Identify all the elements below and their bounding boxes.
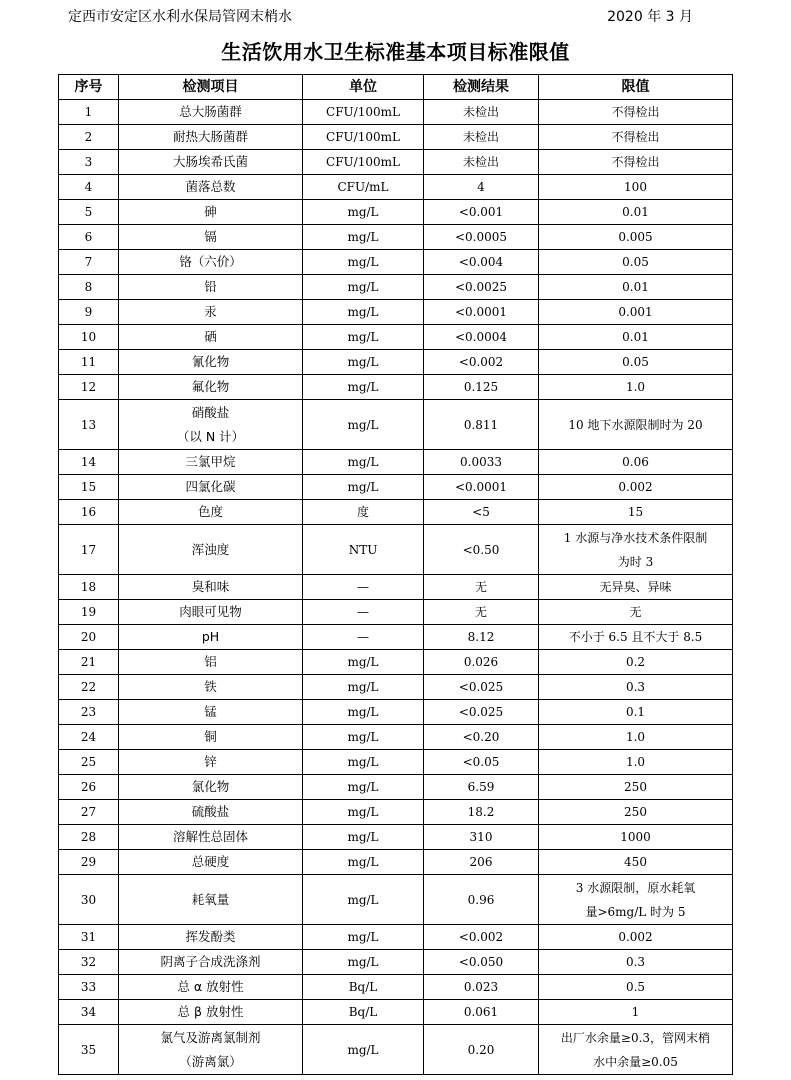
cell-limit-line: 3 水源限制，原水耗氧 — [575, 880, 696, 895]
cell-unit: mg/L — [303, 825, 424, 850]
cell-unit: Bq/L — [303, 1000, 424, 1025]
cell-item — [119, 350, 303, 375]
cell-limit-line: 无异臭、异味 — [599, 580, 672, 594]
cell-result: 0.061 — [424, 1000, 539, 1025]
cell-result: 4 — [424, 175, 539, 200]
cell-result: <0.025 — [424, 675, 539, 700]
cell-item-line: 铅 — [204, 279, 217, 294]
cell-no: 23 — [59, 700, 119, 725]
table-row — [59, 150, 733, 175]
cell-limit-line: 不得检出 — [611, 155, 660, 169]
cell-unit: CFU/100mL — [303, 125, 424, 150]
cell-item-line: 硝酸盐 — [191, 404, 230, 420]
cell-limit — [539, 250, 733, 275]
header-date: 2020 年 3 月 — [607, 9, 693, 25]
cell-item-line: 总硬度 — [191, 854, 230, 869]
table-row — [59, 625, 733, 650]
cell-unit: 度 — [303, 500, 424, 525]
page-header — [68, 6, 693, 26]
cell-unit: mg/L — [303, 750, 424, 775]
cell-item — [119, 1025, 303, 1075]
cell-limit — [539, 500, 733, 525]
cell-no: 9 — [59, 300, 119, 325]
cell-unit: mg/L — [303, 375, 424, 400]
cell-unit: mg/L — [303, 275, 424, 300]
cell-no: 6 — [59, 225, 119, 250]
table-row — [59, 400, 733, 450]
cell-item — [119, 375, 303, 400]
cell-result: <0.002 — [424, 925, 539, 950]
cell-no: 24 — [59, 725, 119, 750]
col-header-no: 序号 — [59, 75, 119, 100]
cell-item — [119, 725, 303, 750]
cell-item — [119, 825, 303, 850]
cell-no: 5 — [59, 200, 119, 225]
cell-limit — [539, 650, 733, 675]
col-header-unit: 单位 — [303, 75, 424, 100]
cell-limit — [539, 725, 733, 750]
cell-item-line: 汞 — [204, 304, 217, 319]
cell-result: 0.026 — [424, 650, 539, 675]
cell-no: 12 — [59, 375, 119, 400]
cell-unit: mg/L — [303, 950, 424, 975]
cell-item — [119, 100, 303, 125]
cell-item-line: pH — [201, 629, 220, 644]
cell-item — [119, 175, 303, 200]
table-row — [59, 450, 733, 475]
cell-no: 21 — [59, 650, 119, 675]
cell-limit-line: 0.001 — [618, 305, 653, 319]
cell-no: 10 — [59, 325, 119, 350]
cell-unit: mg/L — [303, 650, 424, 675]
cell-result: 0.125 — [424, 375, 539, 400]
cell-limit — [539, 675, 733, 700]
cell-no: 32 — [59, 950, 119, 975]
cell-item-line: 铝 — [204, 654, 217, 669]
cell-limit-line: 0.3 — [625, 955, 646, 969]
cell-item — [119, 250, 303, 275]
table-row — [59, 500, 733, 525]
cell-unit: mg/L — [303, 675, 424, 700]
cell-no: 13 — [59, 400, 119, 450]
cell-result: 0.20 — [424, 1025, 539, 1075]
cell-unit: mg/L — [303, 875, 424, 925]
cell-no: 34 — [59, 1000, 119, 1025]
cell-item — [119, 625, 303, 650]
cell-no: 28 — [59, 825, 119, 850]
cell-limit-line: 0.005 — [618, 230, 653, 244]
cell-item — [119, 975, 303, 1000]
cell-item-line: 大肠埃希氏菌 — [172, 154, 248, 169]
cell-limit — [539, 275, 733, 300]
cell-item — [119, 850, 303, 875]
cell-unit: mg/L — [303, 850, 424, 875]
table-row — [59, 775, 733, 800]
cell-item-line: 三氯甲烷 — [185, 454, 236, 469]
cell-item-line: 铁 — [204, 679, 217, 694]
cell-limit — [539, 325, 733, 350]
cell-no: 30 — [59, 875, 119, 925]
col-header-limit: 限值 — [539, 75, 733, 100]
cell-item — [119, 275, 303, 300]
cell-limit — [539, 450, 733, 475]
cell-item-line: 色度 — [197, 504, 223, 519]
cell-limit-line: 0.01 — [622, 330, 649, 344]
cell-unit: CFU/100mL — [303, 150, 424, 175]
cell-result: <0.050 — [424, 950, 539, 975]
table-row — [59, 650, 733, 675]
cell-item — [119, 800, 303, 825]
cell-result: <0.20 — [424, 725, 539, 750]
cell-item-line: 耗氧量 — [191, 891, 230, 907]
cell-limit — [539, 400, 733, 450]
cell-item-line: 氰化物 — [191, 354, 230, 369]
cell-limit-line: 450 — [624, 855, 647, 869]
cell-result: 未检出 — [424, 150, 539, 175]
cell-limit-line: 0.002 — [618, 480, 653, 494]
cell-limit — [539, 125, 733, 150]
cell-limit-line: 1000 — [620, 830, 651, 844]
table-row — [59, 225, 733, 250]
cell-item — [119, 700, 303, 725]
cell-item — [119, 875, 303, 925]
cell-result: 0.023 — [424, 975, 539, 1000]
cell-unit: mg/L — [303, 300, 424, 325]
table-row — [59, 325, 733, 350]
table-row — [59, 575, 733, 600]
cell-unit: — — [303, 600, 424, 625]
cell-item — [119, 450, 303, 475]
cell-limit-line: 0.002 — [618, 930, 653, 944]
cell-item-line: 砷 — [204, 204, 217, 219]
cell-limit — [539, 575, 733, 600]
cell-limit-line: 0.01 — [622, 205, 649, 219]
cell-no: 33 — [59, 975, 119, 1000]
cell-no: 16 — [59, 500, 119, 525]
cell-limit — [539, 850, 733, 875]
cell-result: 未检出 — [424, 125, 539, 150]
cell-result: <0.001 — [424, 200, 539, 225]
cell-limit — [539, 925, 733, 950]
cell-item-line: 镉 — [204, 229, 217, 244]
cell-item — [119, 475, 303, 500]
cell-limit — [539, 525, 733, 575]
cell-limit — [539, 600, 733, 625]
cell-result: 未检出 — [424, 100, 539, 125]
header-org: 定西市安定区水利水保局管网末梢水 — [68, 9, 292, 25]
cell-unit: — — [303, 575, 424, 600]
cell-limit-line: 为时 3 — [617, 554, 654, 569]
cell-item-line: 阴离子合成洗涤剂 — [160, 954, 261, 969]
cell-result: <0.0025 — [424, 275, 539, 300]
cell-limit-line: 1 水源与净水技术条件限制 — [563, 530, 708, 545]
cell-item-line: （游离氯） — [179, 1053, 242, 1069]
table-row — [59, 800, 733, 825]
table-row — [59, 750, 733, 775]
cell-result: <0.50 — [424, 525, 539, 575]
cell-item-line: 溶解性总固体 — [172, 829, 248, 844]
table-row — [59, 925, 733, 950]
cell-limit-line: 100 — [624, 180, 647, 194]
cell-item — [119, 675, 303, 700]
cell-item — [119, 400, 303, 450]
cell-limit-line: 15 — [627, 505, 644, 519]
cell-no: 11 — [59, 350, 119, 375]
cell-no: 1 — [59, 100, 119, 125]
cell-result: 无 — [424, 575, 539, 600]
cell-limit — [539, 200, 733, 225]
cell-result: <0.0004 — [424, 325, 539, 350]
cell-unit: mg/L — [303, 225, 424, 250]
table-row — [59, 850, 733, 875]
cell-limit-line: 不得检出 — [611, 130, 660, 144]
cell-no: 4 — [59, 175, 119, 200]
cell-result: <0.004 — [424, 250, 539, 275]
table-row — [59, 825, 733, 850]
cell-item — [119, 775, 303, 800]
cell-limit-line: 0.06 — [622, 455, 649, 469]
cell-item — [119, 225, 303, 250]
cell-limit — [539, 350, 733, 375]
cell-result: <0.0001 — [424, 475, 539, 500]
cell-item-line: 臭和味 — [191, 579, 230, 594]
cell-limit — [539, 1000, 733, 1025]
table-row — [59, 525, 733, 575]
cell-limit-line: 10 地下水源限制时为 20 — [568, 417, 703, 432]
cell-result: <0.05 — [424, 750, 539, 775]
table-row — [59, 275, 733, 300]
table-row — [59, 1025, 733, 1075]
cell-limit-line: 0.5 — [625, 980, 646, 994]
cell-no: 15 — [59, 475, 119, 500]
cell-limit-line: 出厂水余量≥0.3，管网末梢 — [560, 1030, 711, 1045]
cell-unit: — — [303, 625, 424, 650]
cell-no: 20 — [59, 625, 119, 650]
cell-item — [119, 200, 303, 225]
table-row — [59, 700, 733, 725]
cell-no: 29 — [59, 850, 119, 875]
cell-item-line: 氯气及游离氯制剂 — [160, 1029, 261, 1045]
cell-item — [119, 650, 303, 675]
cell-item-line: 总 β 放射性 — [177, 1004, 244, 1019]
table-body — [59, 100, 733, 1075]
cell-item-line: 铬（六价） — [179, 254, 242, 269]
cell-no: 2 — [59, 125, 119, 150]
cell-item-line: 总大肠菌群 — [179, 104, 242, 119]
cell-item-line: 锌 — [204, 754, 217, 769]
table-row — [59, 875, 733, 925]
cell-item — [119, 150, 303, 175]
cell-item-line: 浑浊度 — [191, 541, 230, 557]
table-row — [59, 175, 733, 200]
cell-limit — [539, 175, 733, 200]
cell-limit — [539, 775, 733, 800]
cell-item — [119, 300, 303, 325]
cell-item-line: 氟化物 — [191, 379, 230, 394]
col-header-item: 检测项目 — [119, 75, 303, 100]
cell-limit — [539, 800, 733, 825]
cell-limit-line: 量>6mg/L 时为 5 — [585, 904, 686, 919]
cell-item-line: 耐热大肠菌群 — [172, 129, 248, 144]
cell-limit-line: 不得检出 — [611, 105, 660, 119]
table-row — [59, 950, 733, 975]
cell-result: 18.2 — [424, 800, 539, 825]
cell-limit — [539, 875, 733, 925]
table-row — [59, 125, 733, 150]
cell-item-line: 菌落总数 — [185, 179, 236, 194]
cell-unit: CFU/mL — [303, 175, 424, 200]
cell-result: <0.0001 — [424, 300, 539, 325]
cell-unit: mg/L — [303, 725, 424, 750]
cell-result: 0.96 — [424, 875, 539, 925]
cell-limit-line: 0.1 — [625, 705, 646, 719]
cell-no: 26 — [59, 775, 119, 800]
cell-limit — [539, 1025, 733, 1075]
cell-limit-line: 0.3 — [625, 680, 646, 694]
cell-no: 19 — [59, 600, 119, 625]
table-row — [59, 200, 733, 225]
cell-limit-line: 1.0 — [625, 380, 646, 394]
cell-item — [119, 750, 303, 775]
cell-item-line: 硫酸盐 — [191, 804, 230, 819]
cell-unit: NTU — [303, 525, 424, 575]
cell-unit: Bq/L — [303, 975, 424, 1000]
cell-result: 无 — [424, 600, 539, 625]
cell-item — [119, 325, 303, 350]
cell-result: 8.12 — [424, 625, 539, 650]
cell-unit: mg/L — [303, 700, 424, 725]
cell-limit — [539, 950, 733, 975]
cell-unit: mg/L — [303, 400, 424, 450]
cell-limit — [539, 975, 733, 1000]
cell-item-line: 铜 — [204, 729, 217, 744]
cell-item — [119, 500, 303, 525]
cell-no: 18 — [59, 575, 119, 600]
cell-result: <5 — [424, 500, 539, 525]
cell-item-line: 硒 — [204, 329, 217, 344]
cell-limit-line: 1.0 — [625, 755, 646, 769]
cell-result: 310 — [424, 825, 539, 850]
cell-unit: mg/L — [303, 800, 424, 825]
cell-unit: CFU/100mL — [303, 100, 424, 125]
cell-no: 7 — [59, 250, 119, 275]
cell-item-line: 总 α 放射性 — [177, 979, 244, 994]
cell-limit-line: 250 — [624, 805, 647, 819]
cell-item — [119, 575, 303, 600]
cell-item-line: 锰 — [204, 704, 217, 719]
cell-result: <0.025 — [424, 700, 539, 725]
cell-item — [119, 600, 303, 625]
cell-limit-line: 0.05 — [622, 255, 649, 269]
cell-item — [119, 525, 303, 575]
cell-limit — [539, 750, 733, 775]
cell-unit: mg/L — [303, 325, 424, 350]
cell-item-line: 挥发酚类 — [185, 929, 236, 944]
table-row — [59, 375, 733, 400]
cell-unit: mg/L — [303, 250, 424, 275]
cell-limit — [539, 825, 733, 850]
table-row — [59, 475, 733, 500]
cell-no: 35 — [59, 1025, 119, 1075]
cell-no: 3 — [59, 150, 119, 175]
cell-limit — [539, 225, 733, 250]
cell-limit — [539, 700, 733, 725]
cell-unit: mg/L — [303, 200, 424, 225]
cell-item — [119, 1000, 303, 1025]
cell-no: 22 — [59, 675, 119, 700]
table-row — [59, 300, 733, 325]
cell-result: 0.0033 — [424, 450, 539, 475]
table-row — [59, 725, 733, 750]
cell-limit-line: 0.2 — [625, 655, 646, 669]
page-title: 生活饮用水卫生标准基本项目标准限值 — [221, 40, 570, 64]
cell-limit — [539, 100, 733, 125]
cell-no: 8 — [59, 275, 119, 300]
cell-limit — [539, 625, 733, 650]
cell-limit-line: 不小于 6.5 且不大于 8.5 — [568, 630, 703, 644]
cell-item — [119, 125, 303, 150]
table-row — [59, 250, 733, 275]
cell-unit: mg/L — [303, 350, 424, 375]
table-row — [59, 100, 733, 125]
cell-limit-line: 水中余量≥0.05 — [593, 1054, 678, 1069]
cell-limit — [539, 300, 733, 325]
cell-item-line: 肉眼可见物 — [179, 604, 242, 619]
cell-item — [119, 925, 303, 950]
cell-no: 31 — [59, 925, 119, 950]
cell-item-line: 四氯化碳 — [185, 479, 236, 494]
standards-table — [58, 74, 733, 1075]
table-header-row — [59, 75, 733, 100]
col-header-result: 检测结果 — [424, 75, 539, 100]
cell-limit-line: 250 — [624, 780, 647, 794]
cell-limit-line: 0.01 — [622, 280, 649, 294]
cell-limit — [539, 150, 733, 175]
cell-result: 206 — [424, 850, 539, 875]
cell-item-line: （以 N 计） — [176, 428, 245, 444]
table-row — [59, 600, 733, 625]
cell-result: 0.811 — [424, 400, 539, 450]
cell-item-line: 氯化物 — [191, 779, 230, 794]
cell-item — [119, 950, 303, 975]
cell-limit-line: 1.0 — [625, 730, 646, 744]
cell-unit: mg/L — [303, 775, 424, 800]
cell-unit: mg/L — [303, 450, 424, 475]
cell-result: <0.0005 — [424, 225, 539, 250]
cell-limit-line: 1 — [631, 1005, 640, 1019]
cell-limit-line: 无 — [629, 605, 642, 619]
cell-no: 25 — [59, 750, 119, 775]
cell-no: 14 — [59, 450, 119, 475]
cell-unit: mg/L — [303, 1025, 424, 1075]
cell-limit — [539, 375, 733, 400]
table-row — [59, 1000, 733, 1025]
cell-unit: mg/L — [303, 475, 424, 500]
cell-no: 17 — [59, 525, 119, 575]
cell-limit — [539, 475, 733, 500]
table-row — [59, 350, 733, 375]
cell-no: 27 — [59, 800, 119, 825]
cell-result: <0.002 — [424, 350, 539, 375]
table-row — [59, 975, 733, 1000]
cell-unit: mg/L — [303, 925, 424, 950]
table-row — [59, 675, 733, 700]
cell-result: 6.59 — [424, 775, 539, 800]
cell-limit-line: 0.05 — [622, 355, 649, 369]
